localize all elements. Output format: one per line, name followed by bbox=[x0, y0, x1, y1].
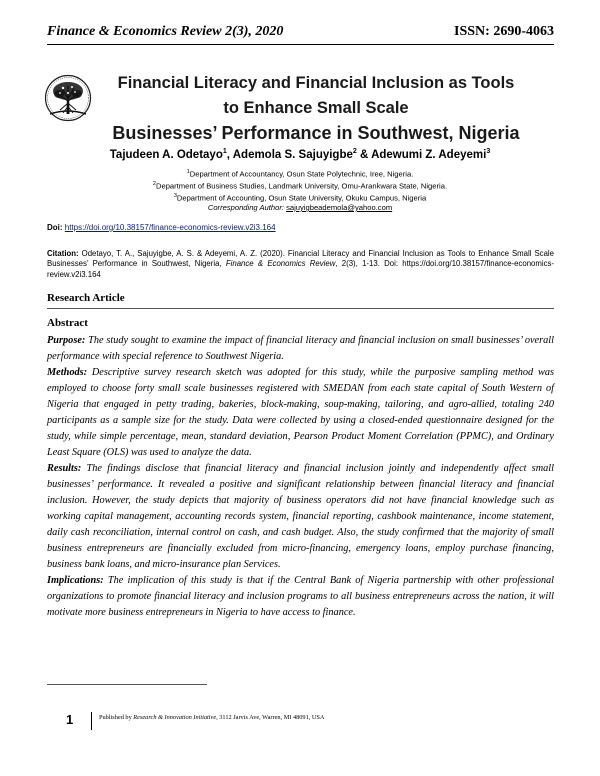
author-1-affil: 1 bbox=[222, 148, 227, 155]
author-1: Tajudeen A. Odetayo bbox=[109, 148, 223, 161]
affiliation-1: $^1$Department of Accountancy, Osun State Polytechnic, Iree, Nigeria. bbox=[186, 169, 414, 179]
author-separator: , bbox=[226, 148, 233, 161]
citation-journal: Finance & Economics Review bbox=[225, 259, 336, 269]
citation-block: Citation: Odetayo, T. A., Sajuyigbe, A. S. & Adeyemi, A. Z. (2020). Financial Literacy and Financial Inclusion as Tools to Enhance Small Scale Businesses’ Performance in Southwest, Nigeria, Finance & Economics Review, 2(3), 1-13. Doi: https://doi.org/10.38157/finance-economics-review.v2i3.164 bbox=[47, 249, 554, 279]
citation-label: Citation: bbox=[47, 249, 79, 258]
running-header bbox=[47, 24, 554, 44]
abstract-methods: Methods: Descriptive survey research sketch was adopted for this study, while the purposive sampling method was employed to choose forty small scale businesses registered with SMEDAN from each state capital of South Western of Nigeria that engaged in petty trading, bakeries, block-making, soup-making, tailoring, and agro-allied, totaling 240 participants as a sample size for the study. Data were collected by using a closed-ended questionnaire designed for the study, while simple percentage, mean, standard deviation, Pearson Product Moment Correlation (PPMC), and Ordinary Least Square (OLS) was used to analyze the data. bbox=[47, 367, 554, 458]
author-separator: & bbox=[356, 148, 372, 161]
author-email-link[interactable]: sajuyigbeademola@yahoo.com bbox=[286, 203, 393, 212]
doi-link[interactable]: https://doi.org/10.38157/finance-economics-review.v2i3.164 bbox=[64, 223, 276, 232]
doi-label: Doi: bbox=[47, 223, 65, 232]
author-list bbox=[0, 148, 600, 161]
author-3-affil: 3 bbox=[486, 148, 491, 155]
title-line-1: Financial Literacy and Financial Inclusion as Tools bbox=[117, 74, 515, 92]
footer-rule bbox=[47, 684, 207, 685]
header-rule bbox=[47, 44, 554, 45]
affiliation-3: $^3$Department of Accounting, Osun State University, Okuku Campus, Nigeria bbox=[173, 193, 427, 203]
author-3: Adewumi Z. Adeyemi bbox=[371, 148, 487, 161]
title-line-2: to Enhance Small Scale bbox=[223, 99, 409, 117]
publisher-name: Research & Innovation Initiative bbox=[133, 714, 217, 721]
paper-title bbox=[96, 71, 536, 146]
title-line-3: Businesses’ Performance in Southwest, Nigeria bbox=[112, 123, 520, 143]
doi-line bbox=[47, 223, 276, 232]
tree-logo-icon bbox=[44, 74, 92, 122]
abstract-purpose: Purpose: The study sought to examine the impact of financial literacy and financial inclusion on small businesses’ overall performance with special reference to Southwest Nigeria. bbox=[47, 335, 554, 362]
abstract-results: Results: The findings disclose that financial literacy and financial inclusion jointly and independently affect small businesses’ performance. It revealed a positive and significant relationship between financial literacy and financial inclusion. However, the study depicts that majority of business operators did not have financial knowledge such as working capital management, accounting records system, financial reporting, cashbook maintenance, income statement, daily cash reconciliation, internal control on cash, and cash budget. Also, the study confirmed that the majority of small business entrepreneurs are financially excluded from micro-financing, emergency loans, employ purchase financing, business bank loans, and micro-insurance plan Services. bbox=[47, 463, 554, 570]
issn: ISSN: 2690-4063 bbox=[454, 24, 554, 39]
abstract-heading: Abstract bbox=[47, 317, 88, 329]
abstract-body bbox=[47, 333, 554, 621]
corresponding-label: Corresponding Author: bbox=[207, 203, 287, 212]
page-number: 1 bbox=[66, 712, 74, 727]
footer-divider bbox=[91, 712, 92, 730]
author-2: Ademola S. Sajuyigbe bbox=[232, 148, 353, 161]
section-rule bbox=[47, 308, 554, 309]
affiliation-2: $^2$Department of Business Studies, Landmark University, Omu-Arankwara State, Nigeria. bbox=[152, 181, 448, 191]
publisher-line: Published by Research & Innovation Initiative, 3112 Jarvis Ave, Warren, MI 48091, USA bbox=[99, 714, 325, 721]
author-2-affil: 2 bbox=[352, 148, 357, 155]
corresponding-author bbox=[0, 203, 600, 213]
journal-name: Finance & Economics Review 2(3), 2020 bbox=[47, 24, 284, 39]
abstract-implications: Implications: The implication of this study is that if the Central Bank of Nigeria partnership with other professional organizations to promote financial literacy and inclusion programs to all business entrepreneurs across the nation, it will motivate more business entrepreneurs in Nigeria to have access to finance. bbox=[47, 575, 554, 618]
article-type: Research Article bbox=[47, 292, 125, 304]
